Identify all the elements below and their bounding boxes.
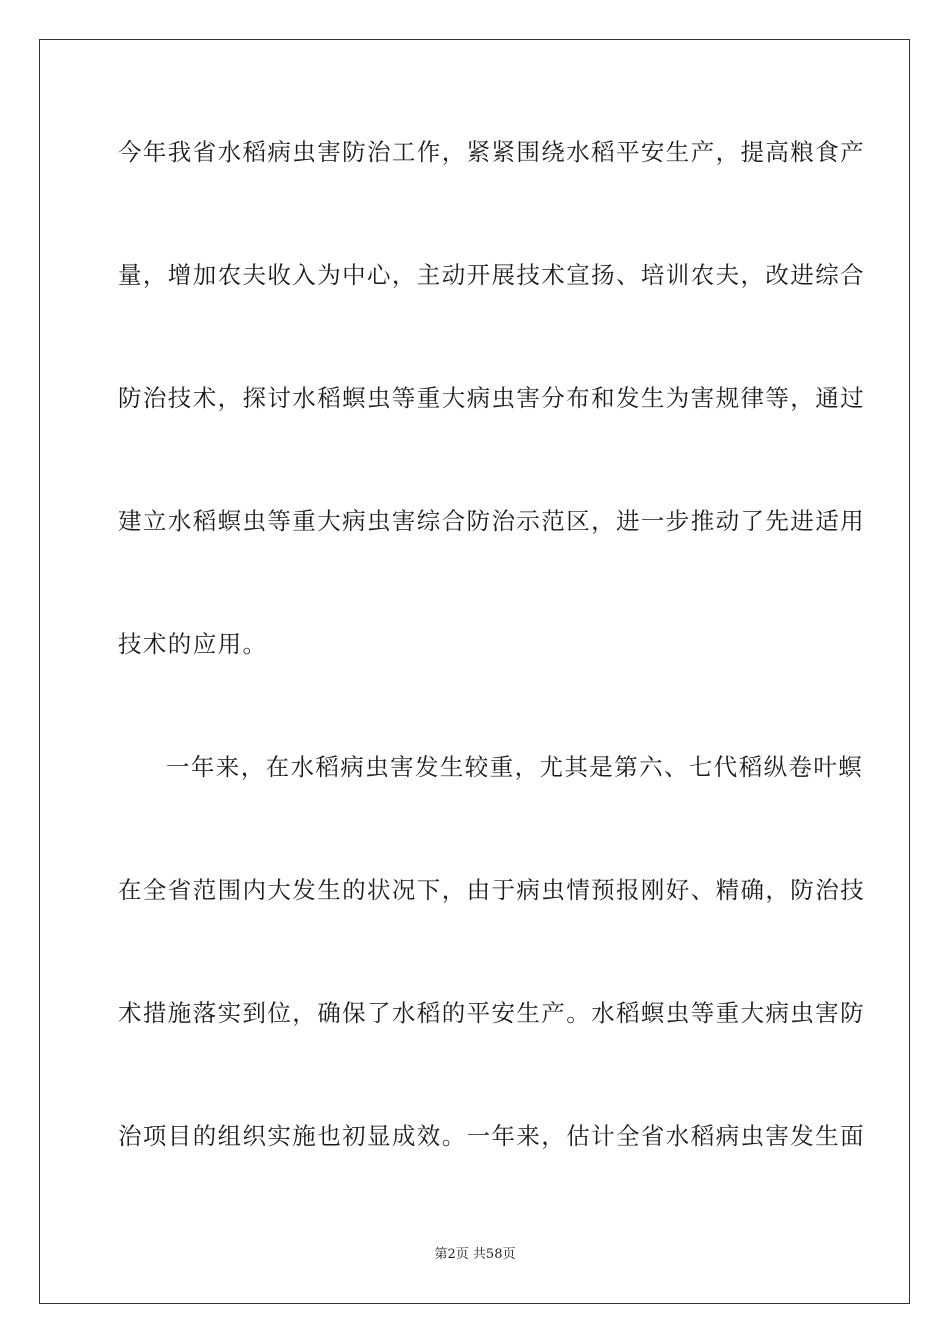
paragraph-1-line-1: 今年我省水稻病虫害防治工作，紧紧围绕水稻平安生产，提高粮食产 <box>118 138 865 166</box>
paragraph-1-line-5: 技术的应用。 <box>118 630 268 658</box>
page-footer: 第2页 共58页 <box>434 1247 516 1262</box>
paragraph-2-line-2: 在全省范围内大发生的状况下，由于病虫情预报刚好、精确，防治技 <box>118 876 865 904</box>
paragraph-2-line-1: 一年来，在水稻病虫害发生较重，尤其是第六、七代稻纵卷叶螟 <box>166 753 864 781</box>
page-border <box>39 39 910 1304</box>
paragraph-2-line-4: 治项目的组织实施也初显成效。一年来，估计全省水稻病虫害发生面 <box>118 1122 865 1150</box>
paragraph-1-line-2: 量，增加农夫收入为中心，主动开展技术宣扬、培训农夫，改进综合 <box>118 261 865 289</box>
paragraph-1-line-4: 建立水稻螟虫等重大病虫害综合防治示范区，进一步推动了先进适用 <box>118 507 865 535</box>
paragraph-2-line-3: 术措施落实到位，确保了水稻的平安生产。水稻螟虫等重大病虫害防 <box>118 999 865 1027</box>
paragraph-1-line-3: 防治技术，探讨水稻螟虫等重大病虫害分布和发生为害规律等，通过 <box>118 384 865 412</box>
